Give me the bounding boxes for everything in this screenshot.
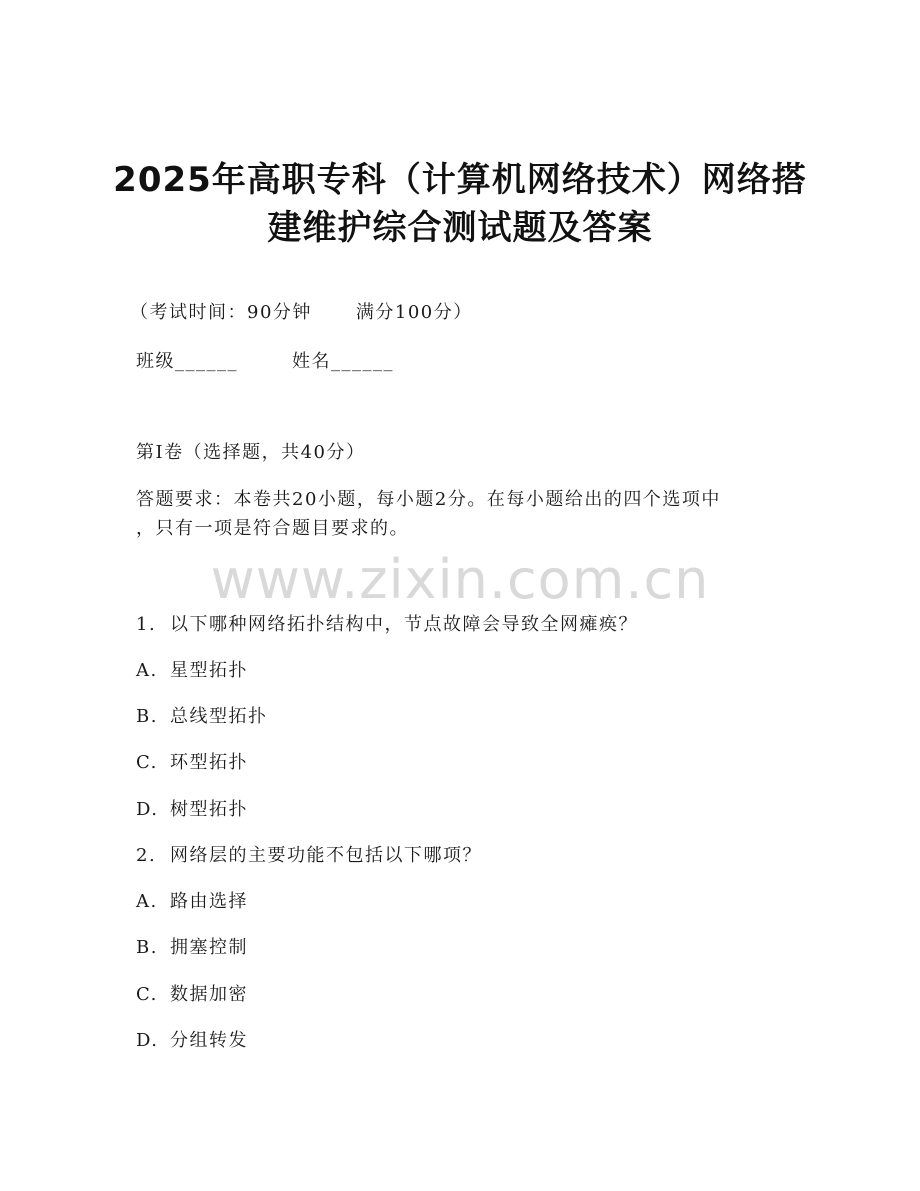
question-1 xyxy=(136,612,638,638)
option-letter: B. xyxy=(136,706,158,727)
option-letter: C. xyxy=(136,752,158,773)
option-text: 拥塞控制 xyxy=(170,937,248,958)
option-text: 环型拓扑 xyxy=(170,752,248,773)
question-1-option-c xyxy=(136,750,248,776)
option-letter: B. xyxy=(136,937,158,958)
class-field: 班级______ xyxy=(136,351,238,372)
exam-score: 满分100分） xyxy=(355,302,473,323)
option-letter: D. xyxy=(136,1030,159,1051)
question-number: 1. xyxy=(136,614,157,635)
student-info xyxy=(136,349,394,375)
option-text: 总线型拓扑 xyxy=(170,706,268,727)
option-text: 分组转发 xyxy=(170,1030,248,1051)
section-title: 第Ⅰ卷（选择题，共40分） xyxy=(136,442,366,463)
option-text: 树型拓扑 xyxy=(170,799,248,820)
option-letter: A. xyxy=(136,891,158,912)
document-title-line-2: 建维护综合测试题及答案 xyxy=(267,208,653,248)
question-2-option-b xyxy=(136,935,248,961)
question-text: 以下哪种网络拓扑结构中，节点故障会导致全网瘫痪？ xyxy=(170,614,638,635)
option-letter: A. xyxy=(136,660,158,681)
watermark: www.zixin.com.cn xyxy=(210,548,710,611)
option-letter: D. xyxy=(136,799,159,820)
exam-info xyxy=(130,300,473,326)
instructions-line-1: 答题要求：本卷共20小题，每小题2分。在每小题给出的四个选项中 xyxy=(136,489,721,510)
option-text: 星型拓扑 xyxy=(170,660,248,681)
question-number: 2. xyxy=(136,845,157,866)
question-1-option-b xyxy=(136,704,268,730)
question-1-option-d xyxy=(136,797,248,823)
question-1-option-a xyxy=(136,658,248,684)
document-title-line-1: 2025年高职专科（计算机网络技术）网络搭 xyxy=(113,160,807,200)
option-text: 数据加密 xyxy=(170,984,248,1005)
option-text: 路由选择 xyxy=(170,891,248,912)
question-2-option-a xyxy=(136,889,248,915)
option-letter: C. xyxy=(136,984,158,1005)
instructions-line-2: ，只有一项是符合题目要求的。 xyxy=(136,518,409,539)
question-2-option-c xyxy=(136,982,248,1008)
question-2 xyxy=(136,843,482,869)
exam-time: （考试时间：90分钟 xyxy=(130,302,312,323)
question-text: 网络层的主要功能不包括以下哪项？ xyxy=(170,845,482,866)
question-2-option-d xyxy=(136,1028,248,1054)
name-field: 姓名______ xyxy=(292,351,394,372)
